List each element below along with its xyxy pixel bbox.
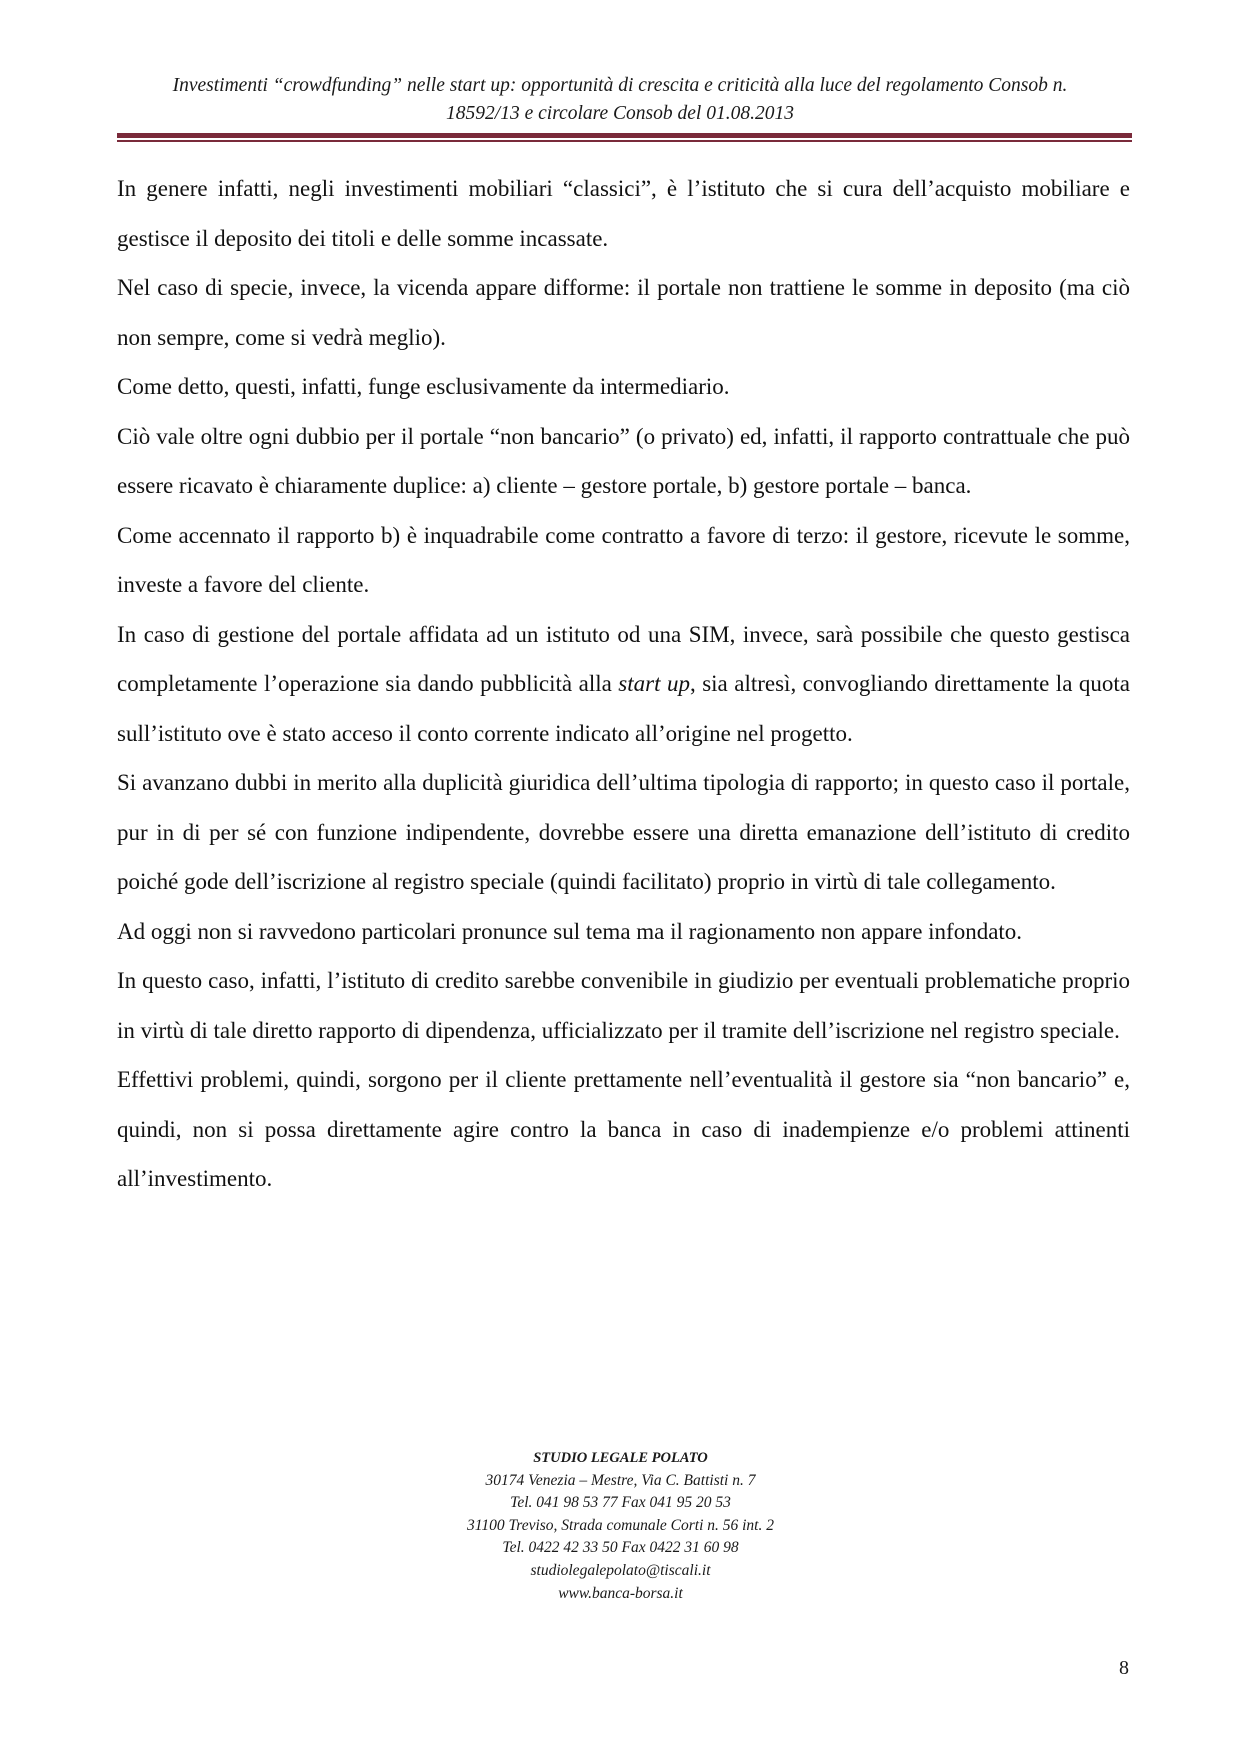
footer-studio-name: STUDIO LEGALE POLATO (533, 1450, 708, 1466)
paragraph-6-start: In caso di gestione del portale affidata ad un istituto od una SIM, invece, sarà possibile che questo gestisca completamente l’operazione sia dando pubblicità alla (117, 621, 1130, 696)
running-header (110, 72, 1130, 128)
header-title-line-1: Investimenti “crowdfunding” nelle start up: opportunità di crescita e criticità alla luce del regolamento Consob n. (172, 75, 1068, 96)
paragraph-6 (117, 610, 1130, 759)
footer-address-venezia: 30174 Venezia – Mestre, Via C. Battisti n. 7 (485, 1471, 756, 1489)
paragraph-10: Effettivi problemi, quindi, sorgono per il cliente prettamente nell’eventualità il gestore sia “non bancario” e, quindi, non si possa direttamente agire contro la banca in caso di inadempienze e/o problemi attinenti all’investimento. (117, 1067, 1130, 1191)
body-text (117, 164, 1130, 1204)
header-rule-thick (117, 133, 1132, 138)
paragraph-6-italic: start up (618, 671, 690, 696)
page-number: 8 (1119, 1657, 1129, 1679)
paragraph-9: In questo caso, infatti, l’istituto di credito sarebbe convenibile in giudizio per eventuali problematiche proprio in virtù di tale diretto rapporto di dipendenza, ufficializzato per il tramite dell’iscrizione nel registro speciale. (117, 968, 1130, 1043)
paragraph-4: Ciò vale oltre ogni dubbio per il portale “non bancario” (o privato) ed, infatti, il rapporto contrattuale che può essere ricavato è chiaramente duplice: a) cliente – gestore portale, b) gestore portale – banca. (117, 423, 1130, 498)
paragraph-2: Nel caso di specie, invece, la vicenda appare difforme: il portale non trattiene le somme in deposito (ma ciò non sempre, come si vedrà meglio). (117, 275, 1130, 350)
paragraph-5: Come accennato il rapporto b) è inquadrabile come contratto a favore di terzo: il gestore, ricevute le somme, investe a favore del cliente. (117, 522, 1130, 597)
paragraph-6-end: , sia altresì, convogliando direttamente la quota sull’istituto ove è stato acceso il conto corrente indicato all’origine nel progetto. (117, 671, 1130, 746)
footer-phone-venezia: Tel. 041 98 53 77 Fax 041 95 20 53 (510, 1494, 731, 1512)
footer-contact-block (300, 1447, 941, 1605)
paragraph-7: Si avanzano dubbi in merito alla duplicità giuridica dell’ultima tipologia di rapporto; in questo caso il portale, pur in di per sé con funzione indipendente, dovrebbe essere una diretta emanazione dell’istituto di credito poiché gode dell’iscrizione al registro speciale (quindi facilitato) proprio in virtù di tale collegamento. (117, 770, 1130, 894)
footer-address-treviso: 31100 Treviso, Strada comunale Corti n. 56 int. 2 (467, 1516, 774, 1534)
footer-phone-treviso: Tel. 0422 42 33 50 Fax 0422 31 60 98 (502, 1539, 739, 1557)
footer-email: studiolegalepolato@tiscali.it (530, 1561, 711, 1579)
paragraph-1: In genere infatti, negli investimenti mobiliari “classici”, è l’istituto che si cura dell’acquisto mobiliare e gestisce il deposito dei titoli e delle somme incassate. (117, 176, 1130, 251)
footer-website: www.banca-borsa.it (558, 1584, 683, 1602)
paragraph-3: Come detto, questi, infatti, funge esclusivamente da intermediario. (117, 374, 730, 399)
header-title-line-2: 18592/13 e circolare Consob del 01.08.2013 (446, 103, 794, 124)
header-rule-thin (117, 140, 1132, 142)
paragraph-8: Ad oggi non si ravvedono particolari pronunce sul tema ma il ragionamento non appare infondato. (117, 918, 1023, 944)
